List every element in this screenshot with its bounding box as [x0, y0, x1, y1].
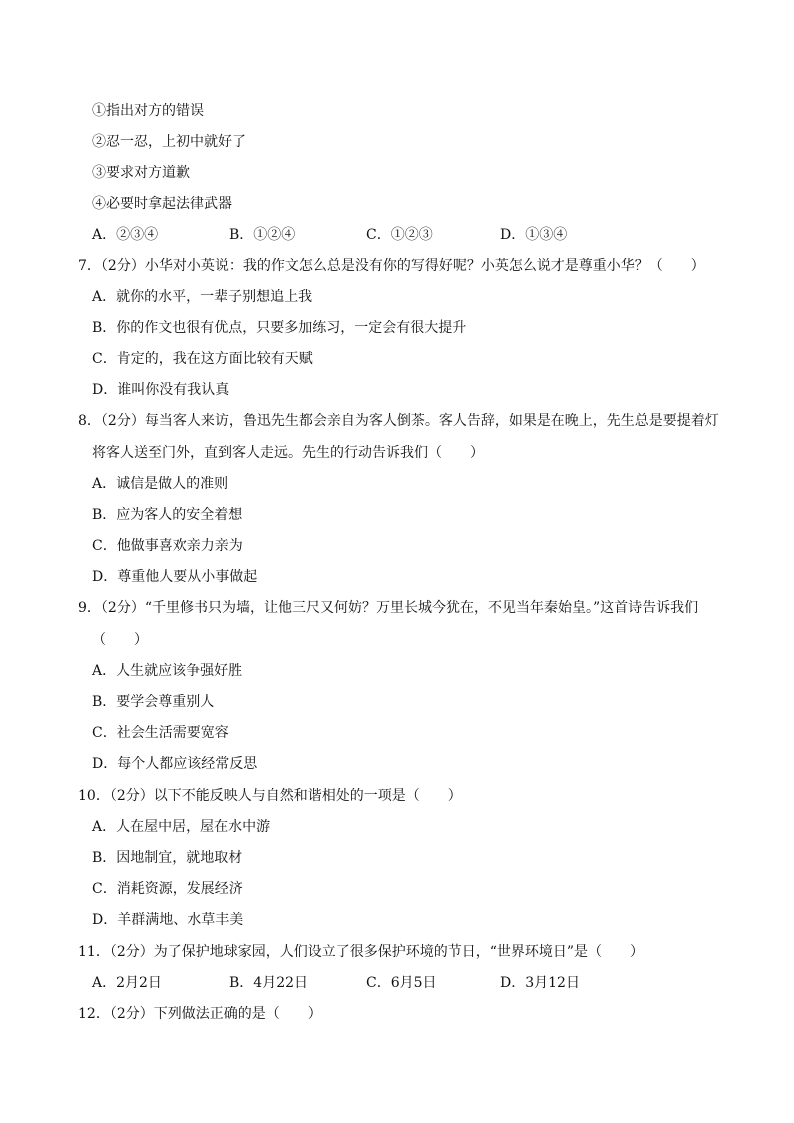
q10-option-a[interactable]: A．人在屋中居，屋在水中游 [92, 819, 271, 835]
q8-option-c[interactable]: C．他做事喜欢亲力亲为 [92, 538, 243, 554]
q12-stem: 12．（2分）下列做法正确的是（ ） [78, 1006, 322, 1022]
statement-1: ①指出对方的错误 [92, 103, 204, 119]
q10-option-c[interactable]: C．消耗资源，发展经济 [92, 881, 243, 897]
q9-option-a[interactable]: A．人生就应该争强好胜 [92, 663, 243, 679]
q7-option-d[interactable]: D．谁叫你没有我认真 [92, 382, 230, 398]
q8-option-a[interactable]: A．诚信是做人的准则 [92, 476, 229, 492]
q7-option-c[interactable]: C．肯定的，我在这方面比较有天赋 [92, 351, 313, 367]
q7-stem: 7．（2分）小华对小英说：我的作文怎么总是没有你的写得好呢？小英怎么说才是尊重小华？（ ） [78, 258, 705, 274]
q11-stem: 11．（2分）为了保护地球家园，人们设立了很多保护环境的节日，“世界环境日”是（ ） [78, 944, 645, 960]
q11-option-c[interactable]: C．6月5日 [366, 975, 437, 991]
q8-stem-line2: 将客人送至门外，直到客人走远。先生的行动告诉我们（ ） [92, 445, 484, 461]
q10-stem: 10．（2分）以下不能反映人与自然和谐相处的一项是（ ） [78, 788, 462, 804]
statement-3: ③要求对方道歉 [92, 165, 190, 181]
q7-option-b[interactable]: B．你的作文也很有优点，只要多加练习，一定会有很大提升 [92, 320, 467, 336]
q6-option-a[interactable]: A．②③④ [92, 227, 159, 243]
q9-option-d[interactable]: D．每个人都应该经常反思 [92, 756, 258, 772]
q6-option-c[interactable]: C．①②③ [366, 227, 433, 243]
q6-option-b[interactable]: B．①②④ [229, 227, 296, 243]
q11-option-b[interactable]: B．4月22日 [229, 975, 309, 991]
q6-option-d[interactable]: D．①③④ [500, 227, 568, 243]
q9-stem-line2: （ ） [92, 632, 148, 648]
q9-option-c[interactable]: C．社会生活需要宽容 [92, 725, 229, 741]
statement-2: ②忍一忍，上初中就好了 [92, 134, 246, 150]
q9-stem-line1: 9．（2分）“千里修书只为墙，让他三尺又何妨？万里长城今犹在，不见当年秦始皇。”这首诗告诉我们 [78, 600, 699, 616]
q8-option-d[interactable]: D．尊重他人要从小事做起 [92, 569, 258, 585]
q7-option-a[interactable]: A．就你的水平，一辈子别想追上我 [92, 289, 313, 305]
q11-option-a[interactable]: A．2月2日 [92, 975, 162, 991]
q8-stem-line1: 8．（2分）每当客人来访，鲁迅先生都会亲自为客人倒茶。客人告辞，如果是在晚上，先生总是要提着灯 [78, 413, 719, 429]
statement-4: ④必要时拿起法律武器 [92, 196, 232, 212]
q10-option-b[interactable]: B．因地制宜，就地取材 [92, 850, 243, 866]
q9-option-b[interactable]: B．要学会尊重别人 [92, 694, 215, 710]
q10-option-d[interactable]: D．羊群满地、水草丰美 [92, 912, 244, 928]
q8-option-b[interactable]: B．应为客人的安全着想 [92, 507, 243, 523]
q11-option-d[interactable]: D．3月12日 [500, 975, 580, 991]
